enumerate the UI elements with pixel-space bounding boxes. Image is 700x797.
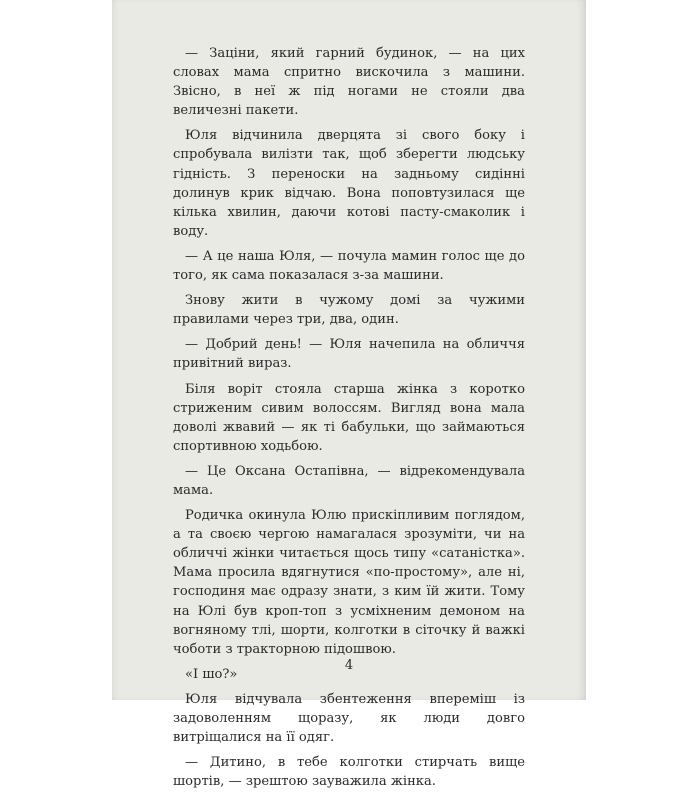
paragraph: Родичка окинула Юлю прискіпливим поглядом, а та своєю чергою намагалася зрозуміти, чи на обличчі жінки читається щось типу «сатаністка». Мама просила вдягнутися «по-простому», але ні, господиня має одразу знати, з ким їй жити. Тому на Юлі був кроп-топ з усміхненим демоном на вогняному тлі, шорти, колготки в сіточку й важкі чоботи з тракторною підошвою. [173,508,525,657]
paragraph: — Добрий день! — Юля начепила на обличчя привітний вираз. [173,337,525,372]
paragraph: — Заціни, який гарний будинок, — на цих словах мама спритно вискочила з машини. Звісно, в неї ж під ногами не стояли два величезні пакети. [173,46,525,119]
paragraph: Юля відчинила дверцята зі свого боку і спробувала вилізти так, щоб зберегти людську гідність. З переноски на задньому сидінні долинув крик відчаю. Вона поповтузилася ще кілька хвилин, даючи котові пасту-смаколик і воду. [173,128,525,239]
paragraph: «І шо?» [185,666,238,682]
page-text [173,44,525,797]
paragraph: Юля відчувала збентеження впереміш із задоволенням щоразу, як люди довго витріщалися на її одяг. [173,691,525,746]
book-page [112,0,586,790]
paragraph: — Це Оксана Остапівна, — відрекомендувала мама. [173,463,525,498]
page-number: 4 [344,658,354,673]
paragraph: Знову жити в чужому домі за чужими правилами через три, два, один. [173,293,525,328]
paragraph: — Дитино, в тебе колготки стирчать вище шортів, — зрештою зауважила жінка. [173,755,525,790]
paragraph: — А це наша Юля, — почула мамин голос ще до того, як сама показалася з-за машини. [173,248,525,284]
paragraph: Біля воріт стояла старша жінка з коротко стриженим сивим волоссям. Вигляд вона мала доволі жвавий — як ті бабульки, що займаються спортивною ходьбою. [173,381,525,454]
